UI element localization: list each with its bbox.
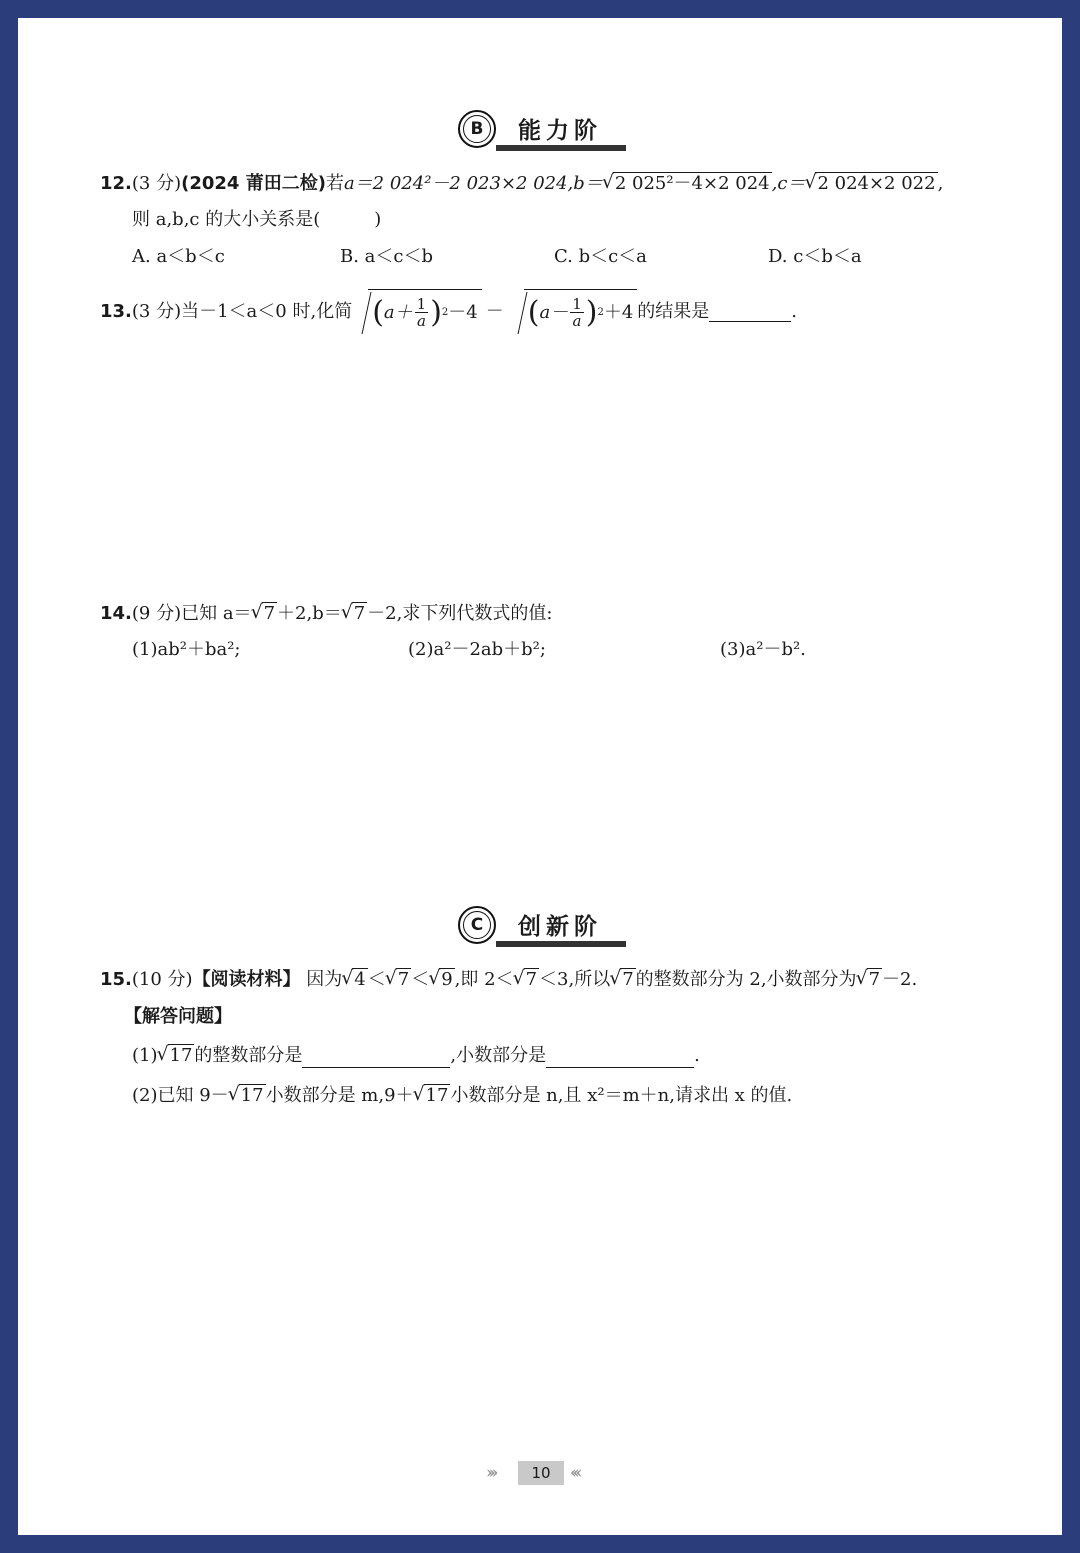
q13-line	[100, 286, 797, 338]
q13-frac2-den: a	[572, 312, 582, 330]
q15-radicand-4: 4	[354, 969, 366, 990]
q15-m2: ,即 2＜	[454, 969, 514, 990]
q15-radical-7b	[514, 968, 539, 992]
q14-part-3: (3)a²－b².	[720, 639, 806, 660]
q15-radical-4	[342, 968, 367, 992]
q15-p1-radical	[158, 1044, 195, 1068]
q15-p2-c: 小数部分是 n,且 x²＝m＋n,请求出 x 的值.	[450, 1085, 793, 1106]
q13-term1-a: a＋	[383, 301, 413, 323]
q15-part-2	[132, 1084, 792, 1108]
q15-p1-mid: 的整数部分是	[194, 1045, 303, 1066]
q13-rparen-1: )	[430, 294, 442, 330]
q12-stem-end: ,	[937, 173, 944, 194]
q12-line1	[100, 172, 943, 196]
q13-frac2-num: 1	[572, 295, 582, 313]
q14-stem2: ＋2,b＝	[277, 603, 342, 624]
q13-term2-tail: ＋4	[603, 301, 634, 323]
q13-radicand-2: ( a－ $\frac{1}{a}$ ) 2 ＋4	[524, 289, 638, 336]
q13-frac1-den: a	[416, 312, 426, 330]
q13-radicand-1: ( a＋ $\frac{1}{a}$ ) 2 －4	[368, 289, 482, 336]
q13-lparen-2: (	[527, 294, 540, 330]
q12-line2: 则 a,b,c 的大小关系是( )	[132, 209, 382, 230]
q13-radical-1	[352, 288, 482, 336]
q12-b-label: b＝	[573, 173, 603, 194]
q12-c-radical	[805, 172, 937, 196]
q12-option-d: D. c＜b＜a	[768, 246, 862, 267]
q12-stem-prefix: 若	[325, 173, 344, 194]
q15-p2-radical-2	[414, 1084, 451, 1108]
q13-score: (3 分)	[131, 301, 182, 322]
q14-part-2: (2)a²－2ab＋b²;	[408, 639, 546, 660]
q15-part-1	[132, 1044, 700, 1068]
q13-condition: 当－1＜a＜0 时,化简	[181, 301, 353, 322]
q15-lt-2: ＜	[411, 969, 430, 990]
q15-material-label: 【阅读材料】	[192, 969, 301, 990]
q15-p1-radicand: 17	[169, 1045, 193, 1066]
q15-m1: 因为	[306, 969, 343, 990]
q15-p2-radical-1	[229, 1084, 266, 1108]
q13-frac1-num: 1	[416, 295, 427, 313]
q12-option-c: C. b＜c＜a	[554, 246, 647, 267]
q15-p2-radicand-2: 17	[425, 1085, 449, 1106]
q14-radical-a	[252, 602, 277, 626]
q15-score: (10 分)	[131, 969, 193, 990]
q15-p1-end: .	[694, 1045, 700, 1066]
q14-stem3: －2,求下列代数式的值:	[367, 603, 553, 624]
q12-option-b: B. a＜c＜b	[340, 246, 434, 267]
q13-rparen-2: )	[585, 294, 598, 330]
section-c-underline	[496, 941, 626, 947]
q15-line1	[100, 968, 917, 992]
q15-m5: －2.	[882, 969, 918, 990]
section-b-underline	[496, 145, 626, 151]
q14-part-1: (1)ab²＋ba²;	[132, 639, 241, 660]
q13-period: .	[791, 301, 798, 322]
q15-lt-1: ＜	[367, 969, 386, 990]
q13-ending: 的结果是	[637, 301, 710, 322]
q14-radicand-b: 7	[353, 603, 366, 624]
q15-p2-a: (2)已知 9－	[132, 1085, 229, 1106]
q14-score: (9 分)	[131, 603, 182, 624]
q12-c-label: ,c＝	[771, 173, 806, 194]
q13-minus: －	[485, 301, 504, 322]
q15-radical-7a	[386, 968, 411, 992]
q15-decimal-part-blank[interactable]	[546, 1049, 694, 1068]
q12-score: (3 分)	[131, 173, 182, 194]
section-b-title: 能力阶	[518, 118, 602, 144]
page-number: 10	[518, 1461, 564, 1485]
q14-line1	[100, 602, 552, 626]
q15-integer-part-blank[interactable]	[302, 1049, 450, 1068]
q13-radical-2	[508, 288, 638, 336]
q14-radicand-a: 7	[263, 603, 276, 624]
worksheet-page	[18, 18, 1062, 1535]
q15-p1-prefix: (1)	[132, 1045, 158, 1066]
section-c-title: 创新阶	[518, 914, 602, 940]
q12-number: 12.	[100, 173, 132, 194]
q15-radical-9	[429, 968, 454, 992]
q12-source: (2024 莆田二检)	[181, 173, 326, 194]
q13-answer-blank[interactable]	[709, 303, 791, 322]
q15-radicand-7c: 7	[622, 969, 634, 990]
q12-b-radicand: 2 025²－4×2 024	[614, 173, 770, 194]
section-c-badge: C	[458, 906, 496, 944]
section-b-badge: B	[458, 110, 496, 148]
q15-radical-7d	[857, 968, 882, 992]
q15-m3: ＜3,所以	[539, 969, 611, 990]
q13-term2-a: a－	[539, 301, 569, 323]
q12-b-radical	[603, 172, 772, 196]
q15-radicand-7d: 7	[868, 969, 881, 990]
q12-option-a: A. a＜b＜c	[132, 246, 225, 267]
q15-m4: 的整数部分为 2,小数部分为	[635, 969, 857, 990]
q13-fraction-2	[570, 296, 584, 329]
q12-c-radicand: 2 024×2 022	[817, 173, 936, 194]
q13-lparen-1: (	[372, 294, 384, 330]
page-footer	[486, 1461, 606, 1487]
q15-radicand-9: 9	[441, 969, 453, 990]
q14-stem1: 已知 a＝	[181, 603, 252, 624]
q13-fraction-1	[415, 296, 429, 329]
q15-radical-7c	[610, 968, 635, 992]
q14-radical-b	[342, 602, 367, 626]
q15-p2-b: 小数部分是 m,9＋	[265, 1085, 414, 1106]
q13-number: 13.	[100, 301, 132, 322]
right-arrows-icon: ‹‹‹	[570, 1463, 579, 1483]
q15-question-label: 【解答问题】	[124, 1006, 232, 1027]
q15-radicand-7a: 7	[397, 969, 410, 990]
q12-a-expr: a＝2 024²－2 023×2 024,	[343, 173, 574, 194]
q15-p2-radicand-1: 17	[240, 1085, 264, 1106]
q15-radicand-7b: 7	[525, 969, 538, 990]
left-arrows-icon: ›››	[486, 1463, 495, 1483]
section-c-heading	[458, 906, 638, 950]
section-b-heading	[458, 110, 638, 154]
q13-term1-tail: －4	[448, 301, 478, 323]
q15-number: 15.	[100, 969, 132, 990]
q15-p1-mid2: ,小数部分是	[450, 1045, 547, 1066]
q14-number: 14.	[100, 603, 132, 624]
